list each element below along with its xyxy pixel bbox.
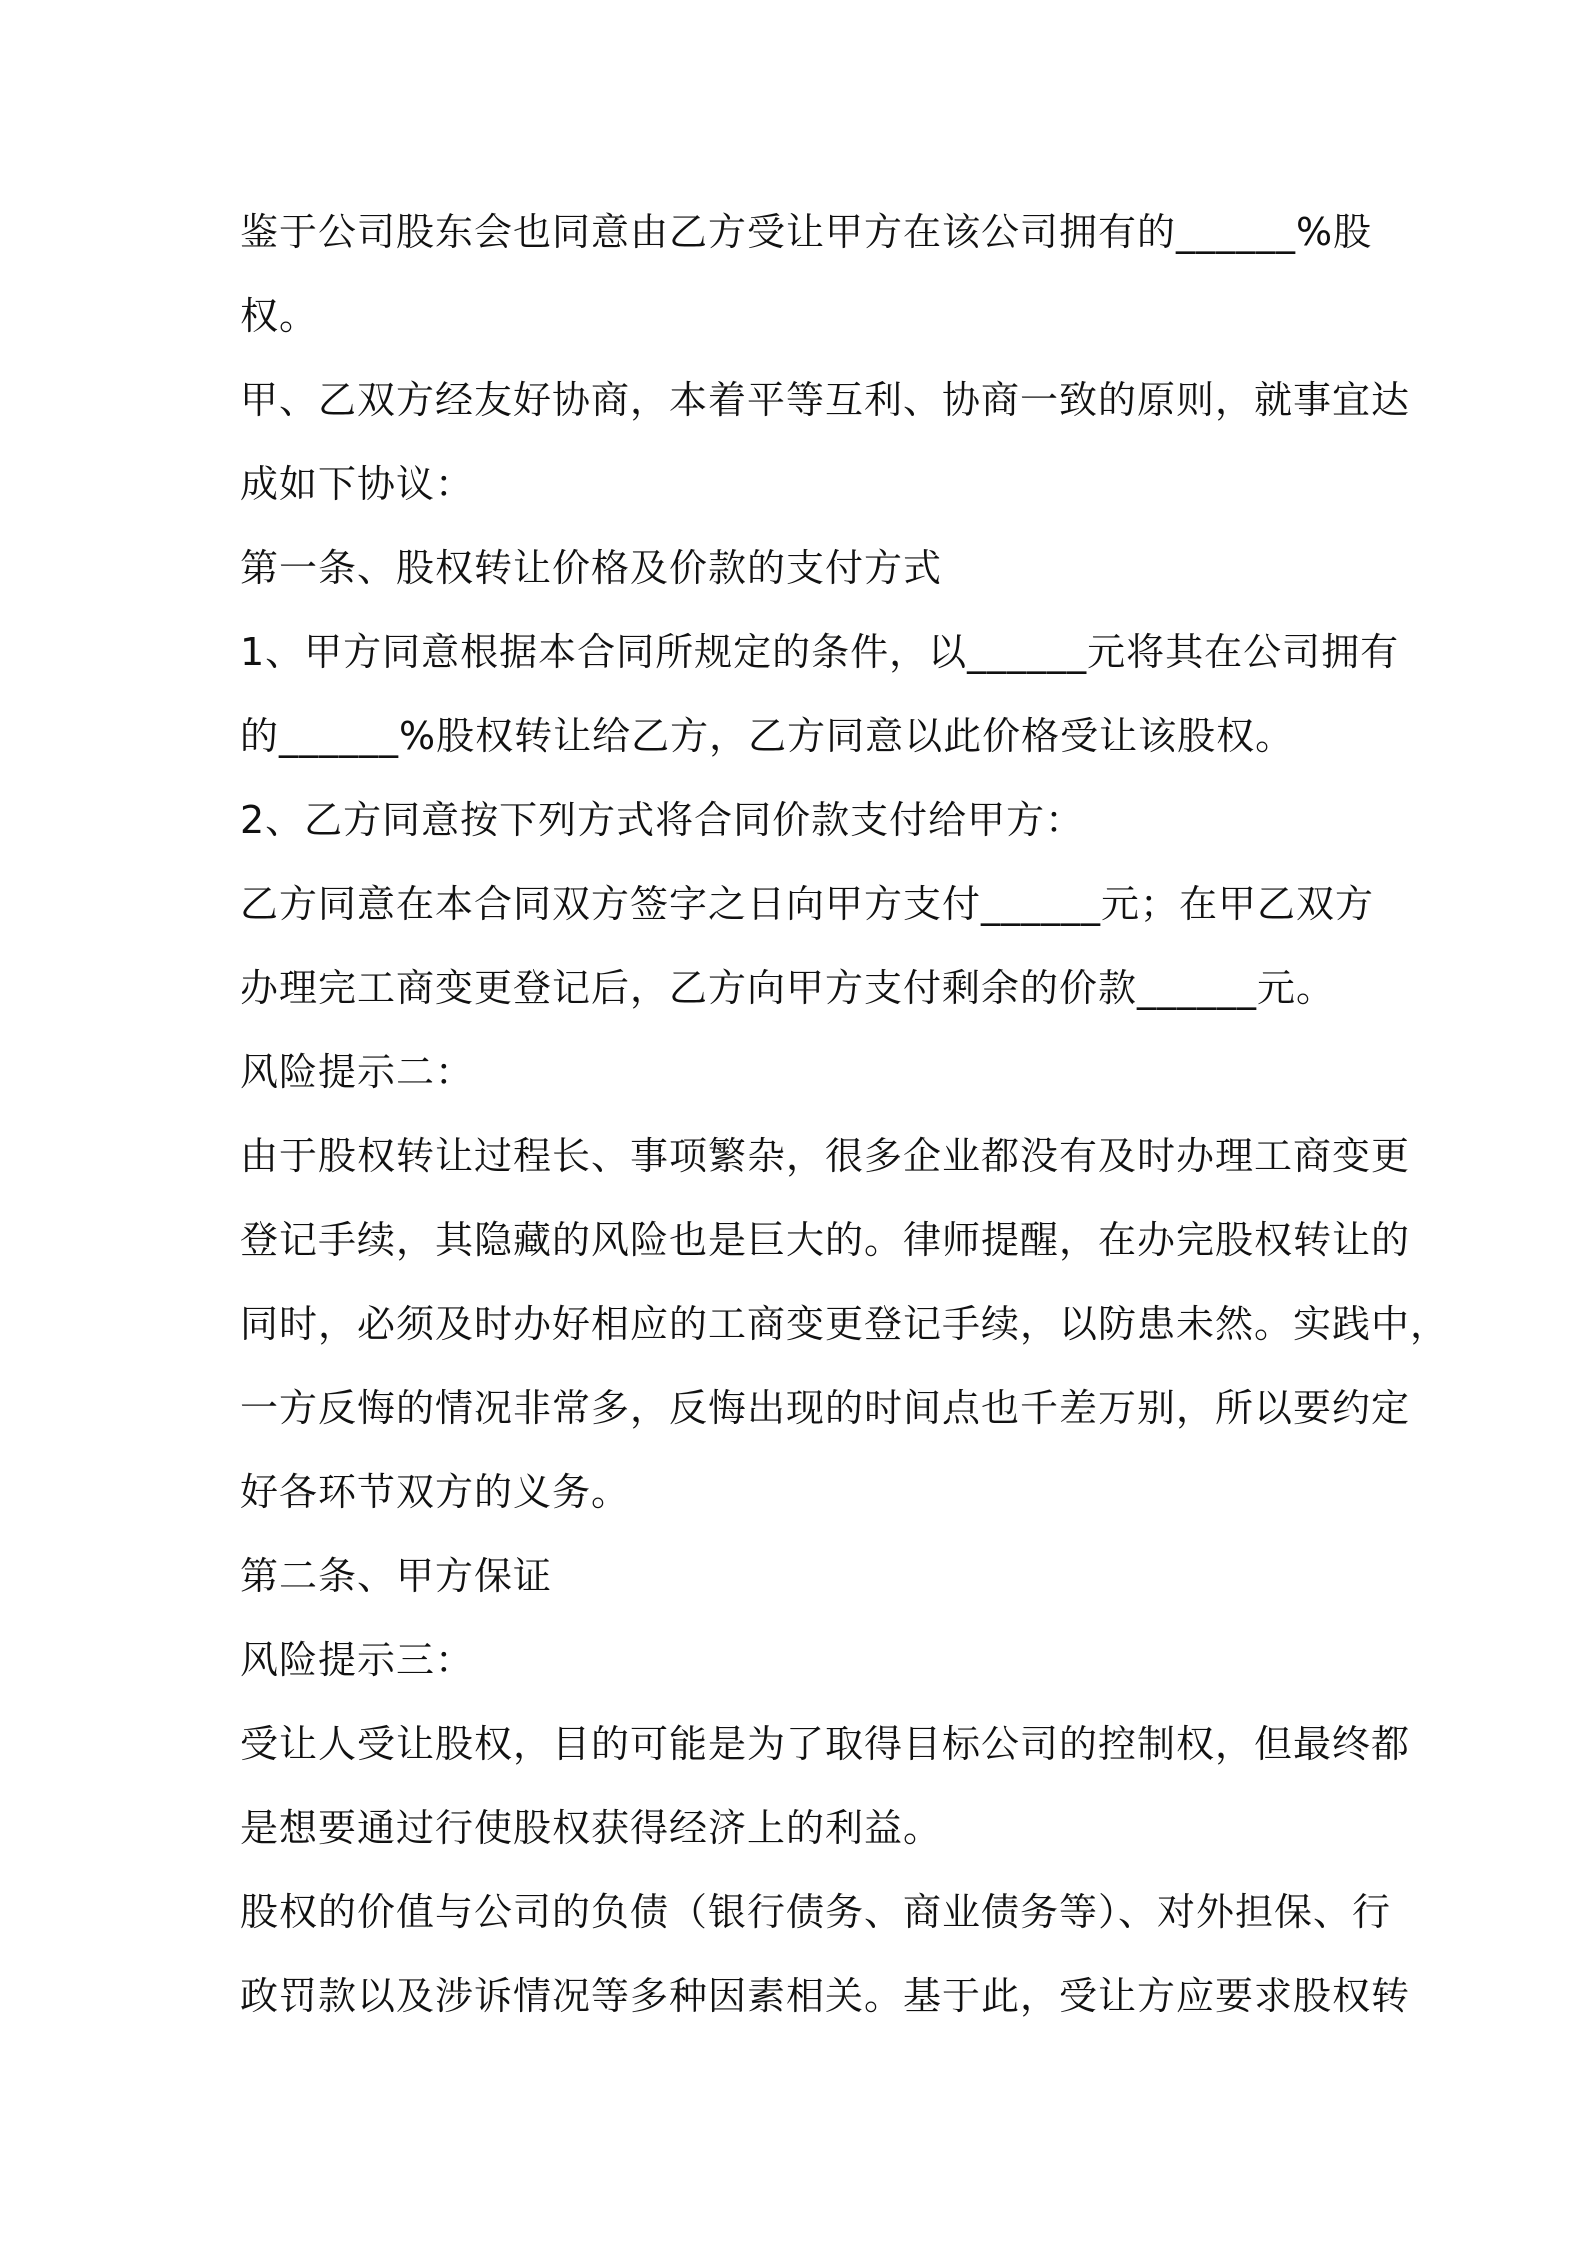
- text-line: 2、乙方同意按下列方式将合同价款支付给甲方：: [240, 798, 1085, 842]
- text-line: 第一条、股权转让价格及价款的支付方式: [240, 546, 943, 590]
- text-line: 一方反悔的情况非常多，反悔出现的时间点也千差万别，所以要约定: [240, 1386, 1411, 1430]
- risk-notice-2-body: [240, 1114, 1450, 1534]
- text-line: 好各环节双方的义务。: [240, 1470, 631, 1514]
- paragraph-equity-consent: [240, 190, 1373, 358]
- text-line: 由于股权转让过程长、事项繁杂，很多企业都没有及时办理工商变更: [240, 1134, 1411, 1178]
- paragraph-agreement-intro: [240, 358, 1411, 526]
- risk-notice-3-heading: [240, 1618, 1350, 1702]
- clause-1-price: [240, 610, 1400, 778]
- text-line: 的______%股权转让给乙方，乙方同意以此价格受让该股权。: [240, 714, 1295, 758]
- text-line: 股权的价值与公司的负债（银行债务、商业债务等）、对外担保、行: [240, 1890, 1392, 1934]
- paragraph-payment-schedule: [240, 862, 1375, 1030]
- text-line: 受让人受让股权，目的可能是为了取得目标公司的控制权，但最终都: [240, 1722, 1411, 1766]
- text-line: 乙方同意在本合同双方签字之日向甲方支付______元；在甲乙双方: [240, 882, 1375, 926]
- article-2-heading: [240, 1534, 1350, 1618]
- text-line: 甲、乙双方经友好协商，本着平等互利、协商一致的原则，就事宜达: [240, 378, 1411, 422]
- article-1-heading: [240, 526, 1350, 610]
- text-line: 1、甲方同意根据本合同所规定的条件，以______元将其在公司拥有: [240, 630, 1400, 674]
- text-line: 同时，必须及时办好相应的工商变更登记手续，以防患未然。实践中，: [240, 1302, 1450, 1346]
- text-line: 第二条、甲方保证: [240, 1554, 553, 1598]
- text-line: 办理完工商变更登记后，乙方向甲方支付剩余的价款______元。: [240, 966, 1336, 1010]
- clause-2-payment: [240, 778, 1350, 862]
- text-line: 风险提示三：: [240, 1638, 475, 1682]
- text-line: 是想要通过行使股权获得经济上的利益。: [240, 1806, 943, 1850]
- text-line: 风险提示二：: [240, 1050, 475, 1094]
- text-line: 政罚款以及涉诉情况等多种因素相关。基于此，受让方应要求股权转: [240, 1974, 1411, 2018]
- text-line: 成如下协议：: [240, 462, 475, 506]
- risk-notice-2-heading: [240, 1030, 1350, 1114]
- paragraph-equity-value: [240, 1870, 1411, 2038]
- text-line: 权。: [240, 294, 319, 338]
- text-line: 鉴于公司股东会也同意由乙方受让甲方在该公司拥有的______%股: [240, 210, 1373, 254]
- risk-notice-3-body: [240, 1702, 1411, 1870]
- text-line: 登记手续，其隐藏的风险也是巨大的。律师提醒，在办完股权转让的: [240, 1218, 1411, 1262]
- document-body: [240, 190, 1450, 2038]
